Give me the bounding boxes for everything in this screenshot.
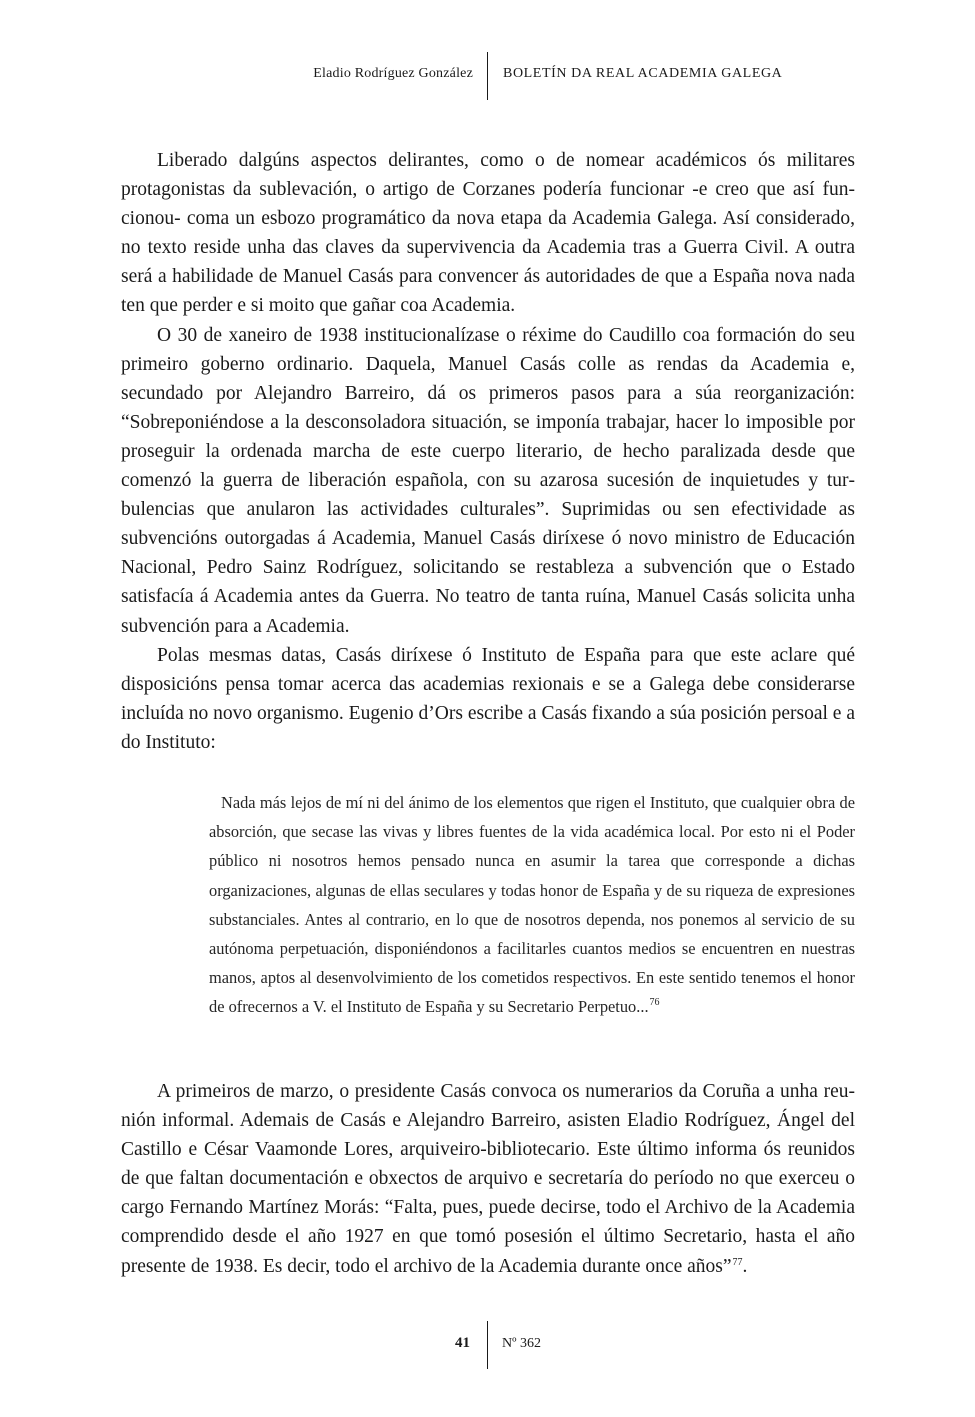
footnote-marker: 76 bbox=[649, 997, 660, 1009]
footer-divider bbox=[487, 1321, 488, 1369]
paragraph: Polas mesmas datas, Casás diríxese ó Instituto de España para que este aclare qué disposicións pensa tomar acerca das academias rexionais e se a Galega debe considerarse incluída no novo organismo. Eugenio d’Ors escribe a Casás fixando a súa posición persoal e a do Instituto: bbox=[121, 644, 855, 753]
block-quote-text: Nada más lejos de mí ni del ánimo de los elementos que rigen el Instituto, que cualquier obra de absorción, que secase las vivas y libres fuentes de la vida académica local. Por esto ni el Poder público ni nosotros hemos pensado nunca en asumir la tarea que corresponde a dichas organizaciones, algunas de ellas seculares y todas honor de España y de su riqueza de expresiones substanciales. Antes al contrario, en lo que de nosotros dependa, nos ponemos al servicio de su autónoma perpetuación, disponiéndonos a facilitarles cuantos medios se encuentren en nuestras manos, aptos al desenvolvimiento de los cometidos respectivos. En este sentido tenemos el honor de ofrecernos a V. el Instituto de España y su Secretario Perpetuo... bbox=[209, 793, 855, 1017]
page-footer bbox=[0, 1321, 975, 1369]
footnote-marker: 77 bbox=[732, 1256, 743, 1268]
paragraph-end: . bbox=[742, 1255, 748, 1277]
main-text-continued bbox=[121, 1077, 855, 1281]
issue-number: Nº 362 bbox=[502, 1336, 541, 1351]
paragraph bbox=[121, 1077, 855, 1281]
paragraph: Liberado dalgúns aspectos delirantes, como o de nomear académicos ós militares protagonistas da sublevación, o artigo de Corzanes podería funcionar -e creo que así funcionou- coma un esbozo programático da nova etapa da Academia Galega. Así considerado, no texto reside unha das claves da supervivencia da Academia tras a Guerra Civil. A outra será a habilidade de Manuel Casás para convencer ás autoridades de que a España nova nada ten que perder e si moito que gañar coa Academia. bbox=[121, 150, 855, 317]
paragraph-text: A primeiros de marzo, o presidente Casás convoca os numerarios da Coruña a unha reunión informal. Ademais de Casás e Alejandro Barreiro, asisten Eladio Rodríguez, Ángel del Castillo e César Vaamonde Lores, arquiveiro-bibliotecario. Este último informa ós reunidos de que faltan documentación e obxectos de arquivo e secretaría do período no que exerceu o cargo Fernando Martínez Morás: “Falta, pues, puede decirse, todo el Archivo de la Academia comprendido desde el año 1927 en que tomó posesión el último Secretario, hasta el año presente de 1938. Es decir, todo el archivo de la Academia durante once años” bbox=[121, 1081, 855, 1277]
header-divider bbox=[487, 52, 488, 100]
page-number: 41 bbox=[455, 1335, 470, 1351]
block-quote-paragraph bbox=[209, 788, 855, 1022]
header-author: Eladio Rodríguez González bbox=[313, 66, 473, 81]
paragraph: O 30 de xaneiro de 1938 institucionalízase o réxime do Caudillo coa formación do seu primeiro goberno ordinario. Daquela, Manuel Casás colle as rendas da Academia e, secundado por Alejandro Barreiro, dá os primeros pasos para a súa reorganización: “Sobreponiéndose a la desconsoladora situación, se imponía trabajar, hacer lo imposible por proseguir la ordenada marcha de este cuerpo literario, de hecho paralizada desde que comenzó la guerra de liberación española, con su azarosa sucesión de inquietudes y turbulencias que anularon las actividades culturales”. Suprimidas ou sen efectividade as subvencións outorgadas á Academia, Manuel Casás diríxese ó novo ministro de Educación Nacional, Pedro Sainz Rodríguez, solicitando se restableza a subvención que o Estado satisfacía á Academia antes da Guerra. No teatro de tanta ruína, Manuel Casás solicita unha subvención para a Academia. bbox=[121, 324, 855, 637]
block-quote bbox=[209, 788, 855, 1022]
header-journal-title: BOLETÍN DA REAL ACADEMIA GALEGA bbox=[503, 66, 783, 81]
main-text bbox=[121, 146, 855, 757]
running-header bbox=[0, 52, 975, 100]
